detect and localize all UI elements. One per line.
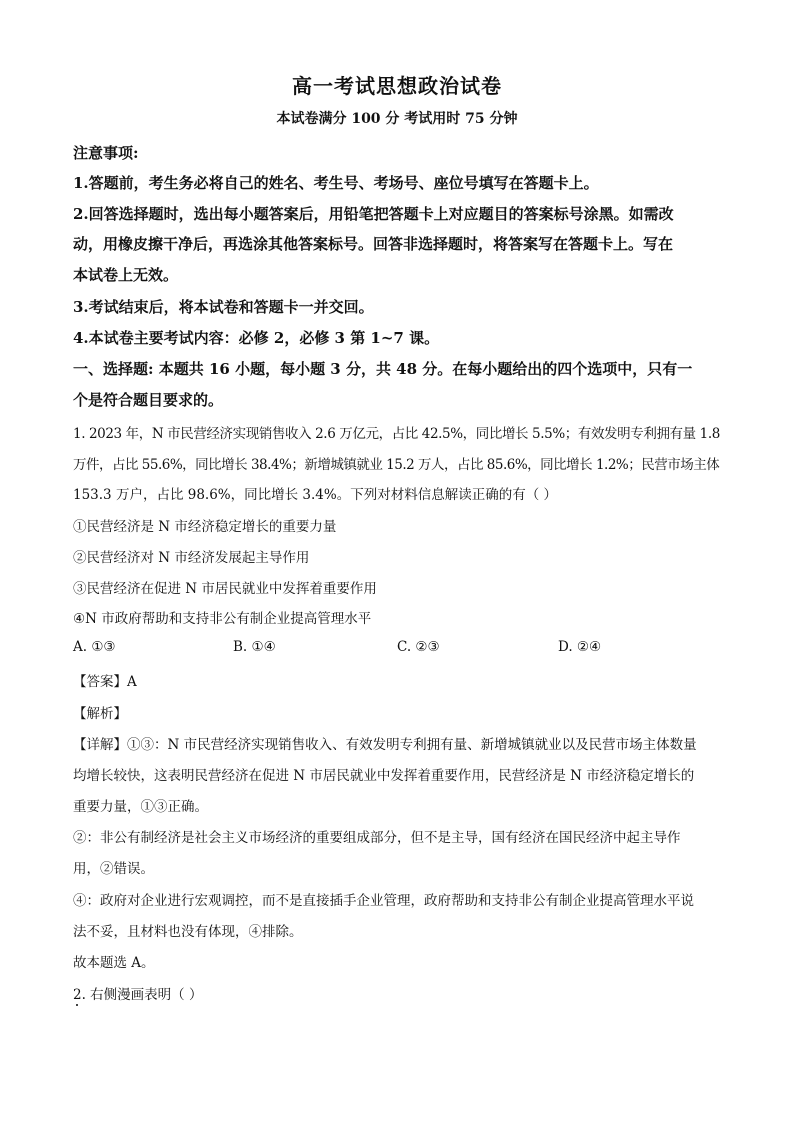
stray-dot [76, 1004, 78, 1006]
q1-option-a: A. ①③ [73, 639, 116, 655]
note-1: 1.答题前，考生务必将自己的姓名、考生号、考场号、座位号填写在答题卡上。 [73, 174, 599, 192]
q1-statement-3: ③民营经济在促进 N 市居民就业中发挥着重要作用 [73, 581, 377, 597]
q1-detail-line-4: ②：非公有制经济是社会主义市场经济的重要组成部分，但不是主导，国有经济在国民经济中起主导作 [73, 830, 681, 846]
q1-detail-line-2: 均增长较快，这表明民营经济在促进 N 市居民就业中发挥着重要作用，民营经济是 N 市经济稳定增长的 [73, 768, 695, 784]
note-2-line-2: 动，用橡皮擦干净后，再选涂其他答案标号。回答非选择题时，将答案写在答题卡上。写在 [73, 235, 674, 253]
q1-option-b: B. ①④ [233, 639, 276, 655]
section-heading-line-2: 个是符合题目要求的。 [73, 391, 224, 409]
q1-option-d: D. ②④ [558, 639, 602, 655]
q1-answer: 【答案】A [73, 674, 137, 690]
q1-stem-line-3: 153.3 万户，占比 98.6%，同比增长 3.4%。下列对材料信息解读正确的有（ ） [73, 487, 557, 503]
q2-stem: 2. 右侧漫画表明（ ） [73, 987, 203, 1003]
section-heading-line-1: 一、选择题: 本题共 16 小题，每小题 3 分，共 48 分。在每小题给出的四个选项中，只有一 [73, 360, 693, 378]
note-2-line-1: 2.回答选择题时，选出每小题答案后，用铅笔把答题卡上对应题目的答案标号涂黑。如需改 [73, 205, 674, 223]
q1-detail-line-3: 重要力量，①③正确。 [73, 799, 208, 815]
q1-detail-line-7: 法不妥，且材料也没有体现，④排除。 [73, 924, 303, 940]
q1-stem-line-1: 1. 2023 年，N 市民营经济实现销售收入 2.6 万亿元，占比 42.5%，同比增长 5.5%；有效发明专利拥有量 1.8 [73, 426, 720, 442]
note-3: 3.考试结束后，将本试卷和答题卡一并交回。 [73, 298, 374, 316]
q1-analysis-label: 【解析】 [73, 706, 127, 722]
note-4: 4.本试卷主要考试内容：必修 2，必修 3 第 1~7 课。 [73, 329, 440, 347]
q1-statement-4: ④N 市政府帮助和支持非公有制企业提高管理水平 [73, 611, 372, 627]
q1-statement-2: ②民营经济对 N 市经济发展起主导作用 [73, 550, 310, 566]
q1-statement-1: ①民营经济是 N 市经济稳定增长的重要力量 [73, 519, 337, 535]
notes-heading: 注意事项: [73, 144, 139, 162]
q1-stem-line-2: 万件，占比 55.6%，同比增长 38.4%；新增城镇就业 15.2 万人，占比 85.6%，同比增长 1.2%；民营市场主体 [73, 457, 720, 473]
q1-option-c: C. ②③ [397, 639, 440, 655]
page-subtitle: 本试卷满分 100 分 考试用时 75 分钟 [276, 111, 518, 127]
note-2-line-3: 本试卷上无效。 [73, 266, 179, 284]
q1-detail-line-1: 【详解】①③：N 市民营经济实现销售收入、有效发明专利拥有量、新增城镇就业以及民营市场主体数量 [73, 737, 697, 753]
q1-detail-line-6: ④：政府对企业进行宏观调控，而不是直接插手企业管理，政府帮助和支持非公有制企业提高管理水平说 [73, 893, 694, 909]
q1-detail-line-5: 用，②错误。 [73, 861, 154, 877]
page-title: 高一考试思想政治试卷 [292, 74, 502, 98]
q1-conclusion: 故本题选 A。 [73, 955, 155, 971]
